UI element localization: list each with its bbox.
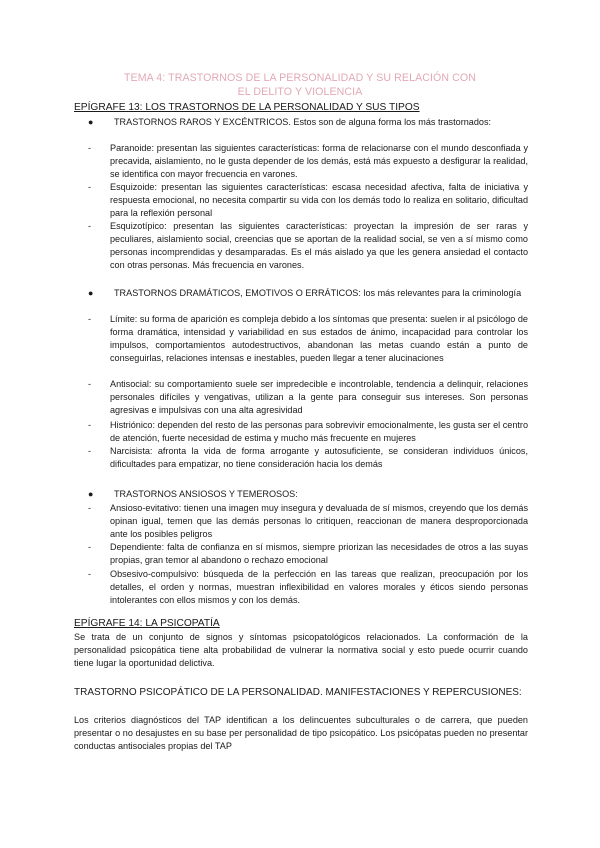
dash-marker: - xyxy=(88,542,92,552)
dash-marker: - xyxy=(88,446,92,456)
category-raros-excentricos: TRASTORNOS RAROS Y EXCÉNTRICOS. Estos son de alguna forma los más trastornados: xyxy=(114,117,492,127)
dash-marker: - xyxy=(88,182,92,192)
bullet-marker: ● xyxy=(88,288,94,298)
list-item-ansioso-evitativo: Ansioso-evitativo: tienen una imagen muy insegura y devaluada de sí mismos, creyendo que los demás opinan igual, temen que las demás personas lo critiquen, reaccionan de manera desproporcionada ante los posibles peligros xyxy=(110,503,528,539)
dash-marker: - xyxy=(88,143,92,153)
list-item-esquizotipico: Esquizotípico: presentan las siguientes características: proyectan la impresión de ser raras y peculiares, aislamiento social, creencias que se aportan de la realidad social, se ven a sí mismo como personas incomprendidas y desamparadas. Es el más aislado ya que les genera ansiedad el contacto con otras personas. Más frecuencia en varones. xyxy=(110,221,528,270)
dash-marker: - xyxy=(88,569,92,579)
list-item-paranoide: Paranoide: presentan las siguientes características: forma de relacionarse con el mundo desconfiada y precavida, aislamiento, no le gusta depender de los demás, está más expuesto a desfigurar la realidad, se identifica con mayor frecuencia en varones. xyxy=(110,143,528,179)
tap-subheading: TRASTORNO PSICOPÁTICO DE LA PERSONALIDAD. MANIFESTACIONES Y REPERCUSIONES: xyxy=(74,687,522,698)
title-line-2: EL DELITO Y VIOLENCIA xyxy=(237,86,363,98)
dash-marker: - xyxy=(88,379,92,389)
bullet-marker: ● xyxy=(88,117,94,127)
psicopatia-paragraph: Se trata de un conjunto de signos y síntomas psicopatológicos relacionados. La conformación de la personalidad psicopática tiene alta probabilidad de vulnerar la normativa social y esto puede ocurrir cuando tiene lugar la oportunidad delictiva. xyxy=(74,632,528,668)
document-title xyxy=(110,71,490,99)
list-item-dependiente: Dependiente: falta de confianza en sí mismos, siempre priorizan las necesidades de otros a las suyas propias, gran temor al abandono o rechazo emocional xyxy=(110,542,528,565)
dash-marker: - xyxy=(88,420,92,430)
dash-marker: - xyxy=(88,314,92,324)
category-dramaticos: TRASTORNOS DRAMÁTICOS, EMOTIVOS O ERRÁTICOS: los más relevantes para la criminología xyxy=(114,288,522,298)
list-item-histrionico: Histriónico: dependen del resto de las personas para sobrevivir emocionalmente, les gusta ser el centro de atención, fuerte necesidad de estima y mucho más frecuente en mujeres xyxy=(110,420,528,443)
dash-marker: - xyxy=(88,221,92,231)
section-13-heading: EPÍGRAFE 13: LOS TRASTORNOS DE LA PERSONALIDAD Y SUS TIPOS xyxy=(74,102,420,113)
tap-paragraph: Los criterios diagnósticos del TAP identifican a los delincuentes subculturales o de carrera, que pueden presentar o no desajustes en su base per personalidad de tipo psicopático. Los psicópatas pueden no presentar conductas antisociales propias del TAP xyxy=(74,715,528,751)
list-item-esquizoide: Esquizoide: presentan las siguientes características: escasa necesidad afectiva, falta de iniciativa y respuesta emocional, no necesita compartir su vida con los demás todo lo realiza en solitario, dificultad para la reflexión personal xyxy=(110,182,528,218)
list-item-antisocial: Antisocial: su comportamiento suele ser impredecible e incontrolable, tendencia a delinquir, relaciones personales difíciles y vengativas, utilizan a la gente para conseguir sus intereses. Son personas agresivas e impulsivas con una alta agresividad xyxy=(110,379,528,415)
section-14-heading: EPÍGRAFE 14: LA PSICOPATÍA xyxy=(74,618,220,629)
dash-marker: - xyxy=(88,503,92,513)
list-item-obsesivo-compulsivo: Obsesivo-compulsivo: búsqueda de la perfección en las tareas que realizan, preocupación por los detalles, el orden y normas, muestran inflexibilidad en valores morales y éticos siendo personas intolerantes con ellos mismos y con los demás. xyxy=(110,569,528,605)
list-item-narcisista: Narcisista: afronta la vida de forma arrogante y autosuficiente, se consideran individuos únicos, dificultades para empatizar, no tiene consideración hacia los demás xyxy=(110,446,528,469)
category-ansiosos: TRASTORNOS ANSIOSOS Y TEMEROSOS: xyxy=(114,489,298,499)
title-line-1: TEMA 4: TRASTORNOS DE LA PERSONALIDAD Y SU RELACIÓN CON xyxy=(123,72,477,84)
list-item-limite: Límite: su forma de aparición es compleja debido a los síntomas que presenta: suelen ir al psicólogo de forma dramática, intensidad y variabilidad en sus estados de ánimo, incapacidad para controlar los impulsos, comportamientos autodestructivos, abandonan las metas cuando están a punto de conseguirlas, relaciones intensas e inestables, pueden llegar a tener alucinaciones xyxy=(110,314,528,363)
bullet-marker: ● xyxy=(88,489,94,499)
